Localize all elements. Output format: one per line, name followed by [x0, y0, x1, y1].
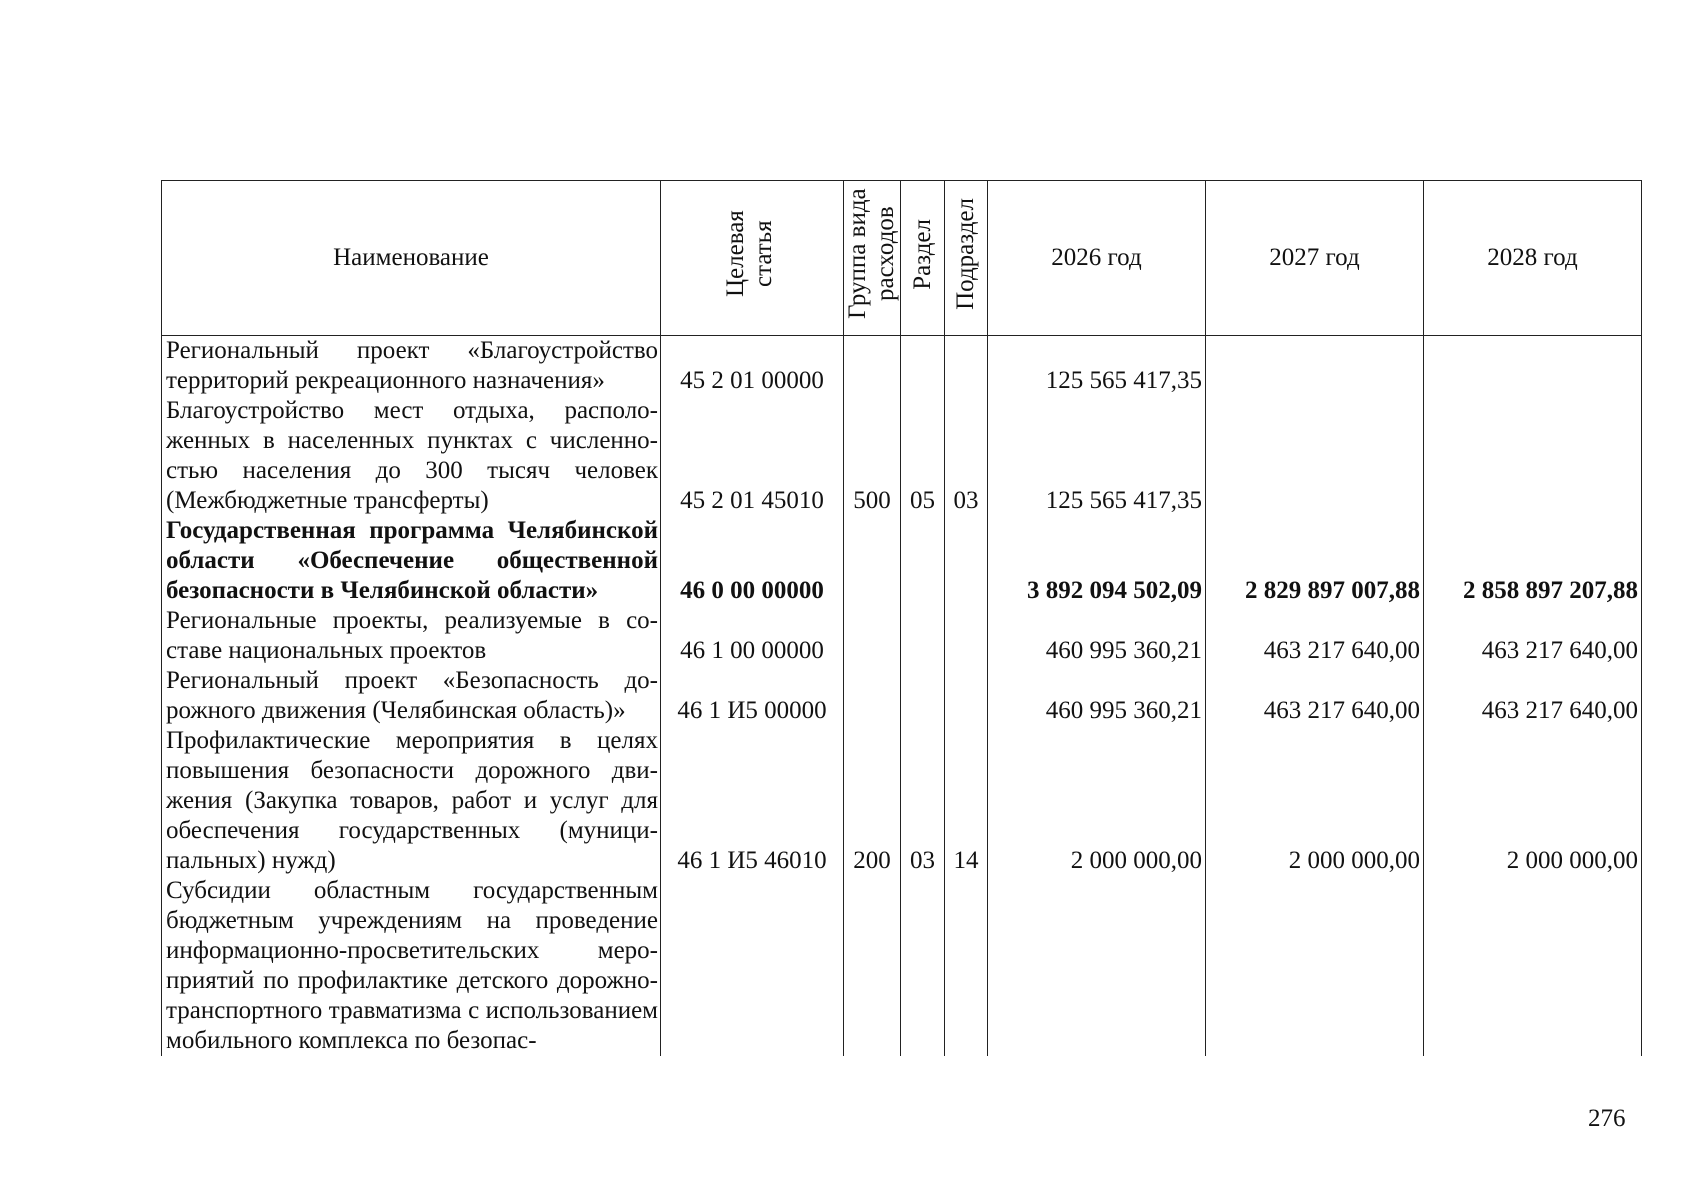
- row-group: [844, 606, 901, 666]
- row-razdel: [901, 666, 945, 726]
- table-row: [162, 876, 1642, 1056]
- row-razdel: [901, 876, 945, 1056]
- row-podrazdel: 03: [945, 396, 988, 516]
- row-target: 46 1 И5 00000: [661, 666, 844, 726]
- header-podrazdel: Подраздел: [945, 181, 988, 336]
- row-group: [844, 876, 901, 1056]
- header-2028: 2028 год: [1424, 181, 1642, 336]
- header-target: Целевая статья: [661, 181, 844, 336]
- row-2026: 460 995 360,21: [988, 666, 1206, 726]
- row-name: Благоустройство мест отдыха, расположенных в населенных пунктах с численностью населения до 300 тысяч человек (Межбюджетные трансферты): [162, 396, 661, 516]
- row-2028: [1424, 876, 1642, 1056]
- row-2028: 463 217 640,00: [1424, 606, 1642, 666]
- row-razdel: [901, 606, 945, 666]
- budget-table: [161, 180, 1642, 1056]
- table-row: [162, 336, 1642, 397]
- row-razdel: [901, 516, 945, 606]
- row-group: [844, 336, 901, 397]
- header-2027: 2027 год: [1206, 181, 1424, 336]
- table-row: [162, 516, 1642, 606]
- row-2028: 2 858 897 207,88: [1424, 516, 1642, 606]
- header-name: Наименование: [162, 181, 661, 336]
- row-2026: 3 892 094 502,09: [988, 516, 1206, 606]
- table-row: [162, 726, 1642, 876]
- row-2026: 2 000 000,00: [988, 726, 1206, 876]
- row-group: 500: [844, 396, 901, 516]
- row-2028: [1424, 336, 1642, 397]
- row-2027: 463 217 640,00: [1206, 606, 1424, 666]
- row-podrazdel: 14: [945, 726, 988, 876]
- row-target: 45 2 01 00000: [661, 336, 844, 397]
- table-row: [162, 396, 1642, 516]
- row-name: Региональный проект «Благоустройство территорий рекреационного назначения»: [162, 336, 661, 397]
- row-target: [661, 876, 844, 1056]
- row-podrazdel: [945, 336, 988, 397]
- row-group: [844, 516, 901, 606]
- row-2028: [1424, 396, 1642, 516]
- header-razdel: Раздел: [901, 181, 945, 336]
- row-2027: 2 829 897 007,88: [1206, 516, 1424, 606]
- row-razdel: 05: [901, 396, 945, 516]
- page-number: 276: [1588, 1105, 1626, 1132]
- header-2026: 2026 год: [988, 181, 1206, 336]
- row-2027: 2 000 000,00: [1206, 726, 1424, 876]
- row-name: Профилактические мероприятия в целях повышения безопасности дорожного движения (Закупка товаров, работ и услуг для обеспечения государственных (муниципальных) нужд): [162, 726, 661, 876]
- row-name: Региональные проекты, реализуемые в составе национальных проектов: [162, 606, 661, 666]
- row-group: [844, 666, 901, 726]
- table-row: [162, 606, 1642, 666]
- row-2027: [1206, 876, 1424, 1056]
- row-target: 46 1 00 00000: [661, 606, 844, 666]
- row-podrazdel: [945, 516, 988, 606]
- row-2027: [1206, 336, 1424, 397]
- row-razdel: [901, 336, 945, 397]
- row-podrazdel: [945, 876, 988, 1056]
- row-2026: 460 995 360,21: [988, 606, 1206, 666]
- row-2026: 125 565 417,35: [988, 396, 1206, 516]
- row-podrazdel: [945, 666, 988, 726]
- table-header-row: [162, 181, 1642, 336]
- row-name: Региональный проект «Безопасность дорожного движения (Челябинская область)»: [162, 666, 661, 726]
- row-2026: 125 565 417,35: [988, 336, 1206, 397]
- row-2028: 463 217 640,00: [1424, 666, 1642, 726]
- row-2028: 2 000 000,00: [1424, 726, 1642, 876]
- table-row: [162, 666, 1642, 726]
- row-name: Субсидии областным государственным бюджетным учреждениям на проведение информационно-просветительских мероприятий по профилактике детского дорожно-транспортного травматизма с использованием мобильного комплекса по безопас-: [162, 876, 661, 1056]
- row-2027: [1206, 396, 1424, 516]
- row-target: 46 1 И5 46010: [661, 726, 844, 876]
- row-2026: [988, 876, 1206, 1056]
- row-target: 45 2 01 45010: [661, 396, 844, 516]
- row-target: 46 0 00 00000: [661, 516, 844, 606]
- row-group: 200: [844, 726, 901, 876]
- row-razdel: 03: [901, 726, 945, 876]
- row-name: Государственная программа Челябинской области «Обеспечение общественной безопасности в Челябинской области»: [162, 516, 661, 606]
- row-2027: 463 217 640,00: [1206, 666, 1424, 726]
- row-podrazdel: [945, 606, 988, 666]
- header-group: Группа вида расходов: [844, 181, 901, 336]
